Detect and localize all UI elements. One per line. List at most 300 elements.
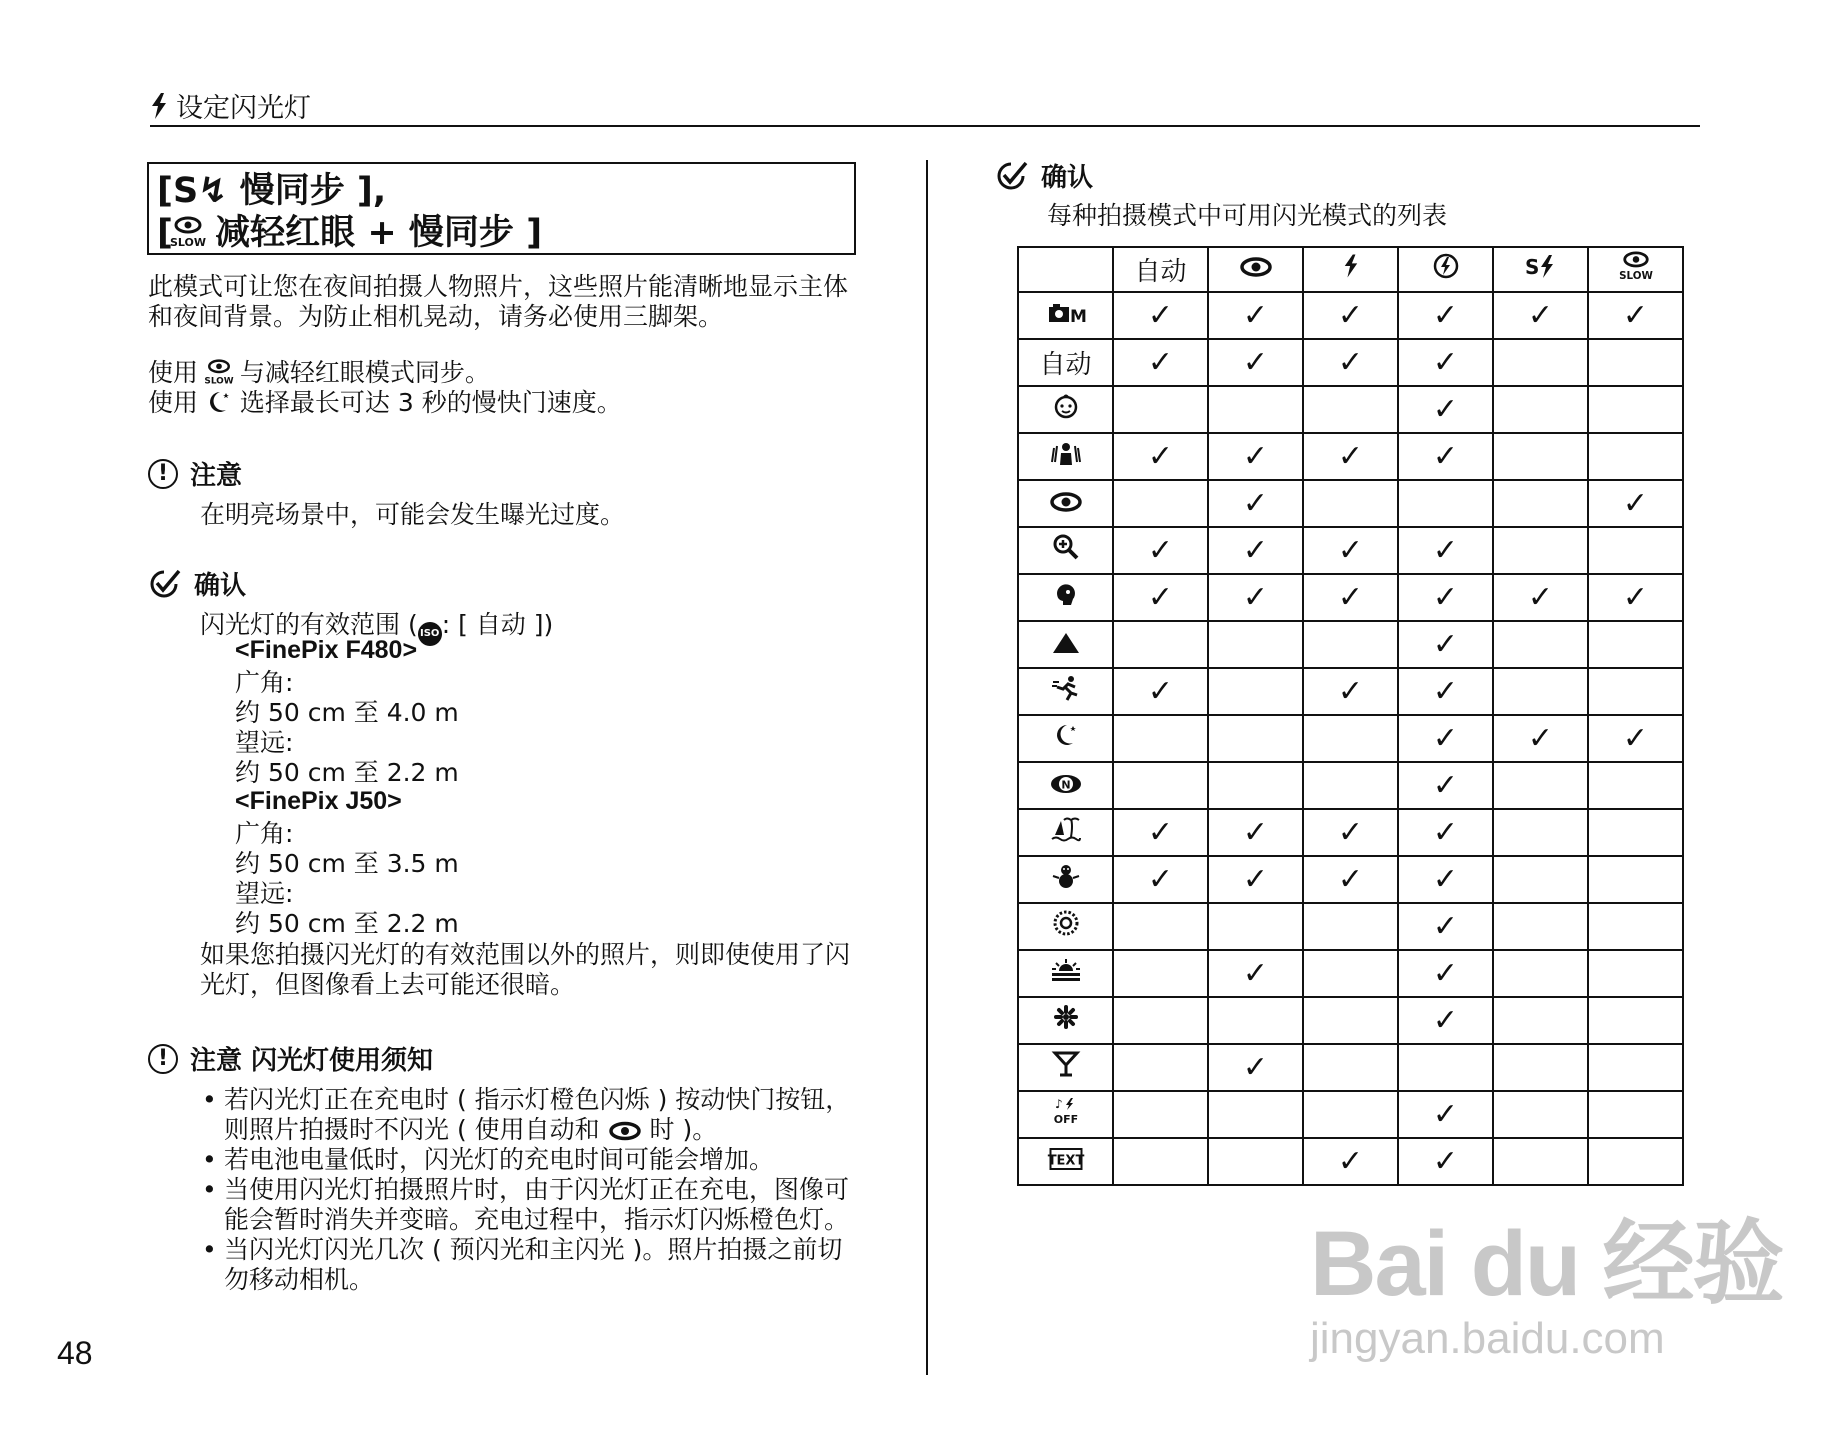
check-cell xyxy=(1113,809,1208,856)
check-cell xyxy=(1493,292,1588,339)
flash-mode-table xyxy=(1017,246,1684,1186)
check-mark: ✓ xyxy=(1337,674,1364,709)
eye-icon xyxy=(608,1121,642,1141)
caution-heading xyxy=(148,455,242,492)
table-row xyxy=(1018,715,1683,762)
check-note-icon xyxy=(995,161,1029,191)
empty-cell xyxy=(1208,1138,1303,1185)
empty-cell xyxy=(1588,1044,1683,1091)
check-cell xyxy=(1398,386,1493,433)
check-cell xyxy=(1303,433,1398,480)
check-mark: ✓ xyxy=(1242,815,1269,850)
check-cell xyxy=(1113,856,1208,903)
check-cell xyxy=(1398,856,1493,903)
redeye-slow-icon xyxy=(169,216,207,249)
check-mark: ✓ xyxy=(1527,721,1554,756)
caution-label: 注意 xyxy=(190,461,243,491)
empty-cell xyxy=(1208,762,1303,809)
empty-cell xyxy=(1208,621,1303,668)
list-item: • 当使用闪光灯拍摄照片时，由于闪光灯正在充电，图像可能会暂时消失并变暗。充电过程中，指示灯闪烁橙色灯。 xyxy=(224,1175,862,1235)
empty-cell xyxy=(1113,480,1208,527)
mode-cell xyxy=(1018,903,1113,950)
table-row xyxy=(1018,1044,1683,1091)
model-j50: <FinePix J50> xyxy=(235,787,402,815)
empty-cell xyxy=(1208,386,1303,433)
svg-text:SLOW: SLOW xyxy=(169,236,207,249)
check-mark: ✓ xyxy=(1147,533,1174,568)
mode-cell xyxy=(1018,574,1113,621)
empty-cell xyxy=(1588,668,1683,715)
caution2-label: 注意 闪光灯使用须知 xyxy=(190,1046,434,1076)
party-icon xyxy=(1052,1050,1080,1078)
check-cell xyxy=(1303,292,1398,339)
check-mark: ✓ xyxy=(1432,1144,1459,1179)
empty-cell xyxy=(1588,1091,1683,1138)
column-divider xyxy=(926,160,928,1375)
empty-cell xyxy=(1113,950,1208,997)
table-row xyxy=(1018,480,1683,527)
header-auto: 自动 xyxy=(1113,247,1208,292)
table-row xyxy=(1018,292,1683,339)
mode-cell xyxy=(1018,997,1113,1044)
sport-icon xyxy=(1051,675,1081,701)
fireworks-icon xyxy=(1052,909,1080,937)
check-cell xyxy=(1303,856,1398,903)
check-cell xyxy=(1588,574,1683,621)
empty-cell xyxy=(1303,1044,1398,1091)
table-row xyxy=(1018,856,1683,903)
portrait-icon xyxy=(1053,581,1079,607)
check-cell xyxy=(1398,574,1493,621)
empty-cell xyxy=(1493,339,1588,386)
check-mark: ✓ xyxy=(1622,580,1649,615)
check-cell xyxy=(1303,527,1398,574)
table-subtitle: 每种拍摄模式中可用闪光模式的列表 xyxy=(1047,201,1448,230)
mode-cell xyxy=(1018,621,1113,668)
check-cell xyxy=(1113,574,1208,621)
sunset-icon xyxy=(1050,957,1082,983)
caution-icon: ! xyxy=(148,1044,178,1074)
check-mark: ✓ xyxy=(1622,298,1649,333)
check-mark: ✓ xyxy=(1242,345,1269,380)
check-mark: ✓ xyxy=(1622,721,1649,756)
check-mark: ✓ xyxy=(1337,533,1364,568)
check-cell xyxy=(1398,762,1493,809)
check-cell xyxy=(1398,1091,1493,1138)
redeye-slow-icon xyxy=(206,359,232,385)
header-flash-off-icon xyxy=(1398,247,1493,292)
section-title-line1: [S↯ 慢同步 ], xyxy=(157,171,387,211)
empty-cell xyxy=(1493,856,1588,903)
empty-cell xyxy=(1588,950,1683,997)
empty-cell xyxy=(1113,1091,1208,1138)
table-row xyxy=(1018,339,1683,386)
check-mark: ✓ xyxy=(1242,862,1269,897)
caution-icon: ! xyxy=(148,459,178,489)
m2-tele-value: 约 50 cm 至 2.2 m xyxy=(235,909,459,938)
check-cell xyxy=(1113,433,1208,480)
empty-cell xyxy=(1493,433,1588,480)
empty-cell xyxy=(1303,762,1398,809)
table-row xyxy=(1018,527,1683,574)
check-cell xyxy=(1398,621,1493,668)
header-redeye-slow-icon xyxy=(1588,247,1683,292)
mode-cell xyxy=(1018,668,1113,715)
caution2-list xyxy=(200,1085,862,1295)
empty-cell xyxy=(1588,1138,1683,1185)
check-cell xyxy=(1398,950,1493,997)
header-corner-cell xyxy=(1018,247,1113,292)
empty-cell xyxy=(1208,903,1303,950)
eye-icon xyxy=(1049,491,1083,513)
title-text: 减轻红眼 + 慢同步 ] xyxy=(203,213,543,253)
mode-cell xyxy=(1018,715,1113,762)
check-mark: ✓ xyxy=(1147,862,1174,897)
svg-text:S: S xyxy=(1524,255,1539,279)
mode-cell xyxy=(1018,386,1113,433)
empty-cell xyxy=(1493,621,1588,668)
mode-cell xyxy=(1018,762,1113,809)
mode-cell xyxy=(1018,480,1113,527)
check-mark: ✓ xyxy=(1432,533,1459,568)
slow-sync-icon xyxy=(1525,254,1557,278)
empty-cell xyxy=(1588,762,1683,809)
mode-cell xyxy=(1018,809,1113,856)
iso-icon: ISO xyxy=(418,622,442,646)
check-mark: ✓ xyxy=(1432,956,1459,991)
check-mark: ✓ xyxy=(1432,439,1459,474)
check-cell xyxy=(1208,950,1303,997)
m2-wide-label: 广角: xyxy=(235,819,294,848)
bracket: [ xyxy=(157,213,173,253)
check-mark: ✓ xyxy=(1147,439,1174,474)
empty-cell xyxy=(1588,903,1683,950)
natural-light-icon xyxy=(1049,773,1083,795)
empty-cell xyxy=(1493,1044,1588,1091)
svg-text:SLOW: SLOW xyxy=(204,376,234,387)
snow-icon xyxy=(1051,862,1081,890)
check-cell xyxy=(1493,574,1588,621)
table-row xyxy=(1018,574,1683,621)
m1-tele-label: 望远: xyxy=(235,728,294,757)
table-row xyxy=(1018,668,1683,715)
intro-sync-text: 与减轻红眼模式同步。 xyxy=(239,358,490,387)
empty-cell xyxy=(1493,903,1588,950)
check-mark: ✓ xyxy=(1432,815,1459,850)
empty-cell xyxy=(1208,668,1303,715)
check2-heading xyxy=(995,157,1093,194)
empty-cell xyxy=(1493,762,1588,809)
beach-icon xyxy=(1051,815,1081,843)
m1-tele-value: 约 50 cm 至 2.2 m xyxy=(235,758,459,787)
page-number: 48 xyxy=(57,1335,93,1371)
check-mark: ✓ xyxy=(1337,815,1364,850)
check-cell xyxy=(1303,668,1398,715)
empty-cell xyxy=(1208,1091,1303,1138)
empty-cell xyxy=(1588,339,1683,386)
mode-cell xyxy=(1018,1044,1113,1091)
header-rule xyxy=(150,125,1700,127)
check-mark: ✓ xyxy=(1432,1097,1459,1132)
check-cell xyxy=(1208,339,1303,386)
empty-cell xyxy=(1208,715,1303,762)
check-mark: ✓ xyxy=(1337,862,1364,897)
check-mark: ✓ xyxy=(1527,298,1554,333)
empty-cell xyxy=(1303,1091,1398,1138)
flower-icon xyxy=(1053,1004,1079,1030)
check-cell xyxy=(1588,480,1683,527)
check-cell xyxy=(1113,339,1208,386)
check-mark: ✓ xyxy=(1242,298,1269,333)
check-mark: ✓ xyxy=(1337,439,1364,474)
check-mark: ✓ xyxy=(1242,1050,1269,1085)
eye-icon xyxy=(1239,256,1273,278)
check-mark: ✓ xyxy=(1432,674,1459,709)
check-mark: ✓ xyxy=(1242,439,1269,474)
check-mark: ✓ xyxy=(1527,580,1554,615)
table-row xyxy=(1018,762,1683,809)
bullet1-text: 若闪光灯正在充电时 ( 指示灯橙色闪烁 ) 按动快门按钮，则照片拍摄时不闪光 ( 使用自动和 xyxy=(224,1085,851,1144)
mode-cell xyxy=(1018,950,1113,997)
m1-wide-value: 约 50 cm 至 4.0 m xyxy=(235,698,459,727)
check-cell xyxy=(1208,809,1303,856)
check-cell xyxy=(1588,292,1683,339)
check-mark: ✓ xyxy=(1242,956,1269,991)
empty-cell xyxy=(1588,621,1683,668)
check-mark: ✓ xyxy=(1337,1144,1364,1179)
check-mark: ✓ xyxy=(1242,533,1269,568)
caution-text: 在明亮场景中，可能会发生曝光过度。 xyxy=(200,500,626,529)
table-row xyxy=(1018,621,1683,668)
check-mark: ✓ xyxy=(1337,298,1364,333)
flash-icon xyxy=(1343,254,1359,278)
check-cell xyxy=(1303,1138,1398,1185)
mode-cell xyxy=(1018,292,1113,339)
empty-cell xyxy=(1303,386,1398,433)
svg-text:OFF: OFF xyxy=(1053,1112,1078,1126)
empty-cell xyxy=(1493,809,1588,856)
empty-cell xyxy=(1588,997,1683,1044)
check-cell xyxy=(1493,715,1588,762)
check-cell xyxy=(1398,715,1493,762)
night-icon xyxy=(206,389,232,415)
empty-cell xyxy=(1113,762,1208,809)
empty-cell xyxy=(1303,950,1398,997)
table-row xyxy=(1018,809,1683,856)
intro-slow-text: 选择最长可达 3 秒的慢快门速度。 xyxy=(239,388,622,417)
empty-cell xyxy=(1113,1138,1208,1185)
empty-cell xyxy=(1113,997,1208,1044)
empty-cell xyxy=(1493,668,1588,715)
check-mark: ✓ xyxy=(1432,627,1459,662)
range-outro: 如果您拍摄闪光灯的有效范围以外的照片，则即使使用了闪光灯，但图像看上去可能还很暗。 xyxy=(200,940,851,999)
m2-tele-label: 望远: xyxy=(235,879,294,908)
night-icon xyxy=(1053,722,1079,748)
check-cell xyxy=(1208,292,1303,339)
intro-use: 使用 xyxy=(148,358,199,387)
empty-cell xyxy=(1303,621,1398,668)
redeye-slow-icon xyxy=(1618,251,1653,283)
header-eye-icon xyxy=(1208,247,1303,292)
empty-cell xyxy=(1493,1091,1588,1138)
m1-wide-label: 广角: xyxy=(235,668,294,697)
check-cell xyxy=(1208,527,1303,574)
empty-cell xyxy=(1493,386,1588,433)
check-mark: ✓ xyxy=(1432,345,1459,380)
check-cell xyxy=(1113,668,1208,715)
flash-icon xyxy=(150,93,168,119)
intro-line2 xyxy=(148,358,858,388)
range-intro-auto: : [ 自动 ]) xyxy=(441,610,554,639)
list-item: • 当闪光灯闪光几次 ( 预闪光和主闪光 )。照片拍摄之前切勿移动相机。 xyxy=(224,1235,862,1295)
check-cell xyxy=(1398,668,1493,715)
mode-cell xyxy=(1018,1091,1113,1138)
check-mark: ✓ xyxy=(1432,580,1459,615)
check-cell xyxy=(1113,527,1208,574)
empty-cell xyxy=(1113,386,1208,433)
check-mark: ✓ xyxy=(1432,392,1459,427)
m2-wide-value: 约 50 cm 至 3.5 m xyxy=(235,849,459,878)
mode-cell xyxy=(1018,433,1113,480)
empty-cell xyxy=(1588,809,1683,856)
check-cell xyxy=(1398,433,1493,480)
flash-off-icon xyxy=(1433,253,1459,279)
table-row xyxy=(1018,1091,1683,1138)
empty-cell xyxy=(1113,1044,1208,1091)
range-intro-text: 闪光灯的有效范围 ( xyxy=(200,610,418,639)
empty-cell xyxy=(1398,1044,1493,1091)
intro-use: 使用 xyxy=(148,388,199,417)
baby-face-icon xyxy=(1053,393,1079,419)
list-item: • 若电池电量低时，闪光灯的充电时间可能会增加。 xyxy=(224,1145,862,1175)
empty-cell xyxy=(1113,903,1208,950)
empty-cell xyxy=(1588,527,1683,574)
empty-cell xyxy=(1113,621,1208,668)
check-mark: ✓ xyxy=(1432,768,1459,803)
header-title: 设定闪光灯 xyxy=(176,93,311,124)
check-cell xyxy=(1398,809,1493,856)
check-mark: ✓ xyxy=(1432,862,1459,897)
check-mark: ✓ xyxy=(1147,298,1174,333)
model-f480: <FinePix F480> xyxy=(235,636,418,664)
check-cell xyxy=(1303,574,1398,621)
check-mark: ✓ xyxy=(1432,298,1459,333)
check-mark: ✓ xyxy=(1432,909,1459,944)
check-mark: ✓ xyxy=(1432,721,1459,756)
bullet1-suffix: 时 )。 xyxy=(641,1115,718,1144)
check-cell xyxy=(1208,574,1303,621)
header-slow-sync-icon xyxy=(1493,247,1588,292)
check2-label: 确认 xyxy=(1041,163,1094,193)
list-item xyxy=(224,1085,862,1145)
table-row xyxy=(1018,386,1683,433)
check-mark: ✓ xyxy=(1147,580,1174,615)
empty-cell xyxy=(1493,527,1588,574)
baidu-watermark xyxy=(1310,1190,1783,1364)
check-cell xyxy=(1398,997,1493,1044)
check-mark: ✓ xyxy=(1622,486,1649,521)
empty-cell xyxy=(1493,1138,1588,1185)
table-row xyxy=(1018,433,1683,480)
mode-cell xyxy=(1018,1138,1113,1185)
watermark-url: jingyan.baidu.com xyxy=(1310,1314,1665,1363)
check-cell xyxy=(1208,433,1303,480)
check-mark: ✓ xyxy=(1337,345,1364,380)
svg-text:N: N xyxy=(1060,778,1071,792)
anti-blur-icon xyxy=(1049,440,1083,466)
check-label: 确认 xyxy=(194,571,247,601)
check-cell xyxy=(1398,339,1493,386)
check-cell xyxy=(1398,527,1493,574)
empty-cell xyxy=(1588,433,1683,480)
section-title-line2 xyxy=(157,212,846,254)
check-cell xyxy=(1303,339,1398,386)
mode-cell xyxy=(1018,856,1113,903)
svg-text:TEXT: TEXT xyxy=(1047,1153,1084,1169)
check-cell xyxy=(1303,809,1398,856)
section-title-box xyxy=(147,162,856,255)
table-row xyxy=(1018,997,1683,1044)
empty-cell xyxy=(1303,480,1398,527)
table-row xyxy=(1018,950,1683,997)
check-mark: ✓ xyxy=(1242,486,1269,521)
check-cell xyxy=(1588,715,1683,762)
empty-cell xyxy=(1493,950,1588,997)
empty-cell xyxy=(1493,480,1588,527)
intro-paragraph: 此模式可让您在夜间拍摄人物照片，这些照片能清晰地显示主体和夜间背景。为防止相机晃动，请务必使用三脚架。 xyxy=(148,272,849,331)
caution2-heading xyxy=(148,1040,433,1077)
check-mark: ✓ xyxy=(1147,674,1174,709)
empty-cell xyxy=(1113,715,1208,762)
header-flash-icon xyxy=(1303,247,1398,292)
watermark-brand: Bai du 经验 xyxy=(1310,1213,1783,1315)
empty-cell xyxy=(1303,997,1398,1044)
table-header-row xyxy=(1018,247,1683,292)
mountain-icon xyxy=(1051,630,1081,654)
svg-text:♪: ♪ xyxy=(1054,1096,1063,1111)
empty-cell xyxy=(1493,997,1588,1044)
check-heading xyxy=(148,565,246,602)
check-cell xyxy=(1398,292,1493,339)
check-mark: ✓ xyxy=(1147,815,1174,850)
check-mark: ✓ xyxy=(1242,580,1269,615)
check-cell xyxy=(1398,903,1493,950)
empty-cell xyxy=(1588,856,1683,903)
check-cell xyxy=(1208,856,1303,903)
empty-cell xyxy=(1208,997,1303,1044)
empty-cell xyxy=(1588,386,1683,433)
table-row xyxy=(1018,1138,1683,1185)
check-mark: ✓ xyxy=(1432,1003,1459,1038)
mode-cell xyxy=(1018,527,1113,574)
check-cell xyxy=(1208,480,1303,527)
empty-cell xyxy=(1303,903,1398,950)
check-mark: ✓ xyxy=(1147,345,1174,380)
zoom-icon xyxy=(1052,533,1080,561)
table-row xyxy=(1018,903,1683,950)
check-cell xyxy=(1113,292,1208,339)
mode-label-cell: 自动 xyxy=(1018,339,1113,386)
text-icon xyxy=(1049,1147,1083,1171)
check-cell xyxy=(1398,1138,1493,1185)
museum-icon xyxy=(1051,1097,1081,1125)
check-note-icon xyxy=(148,569,182,599)
empty-cell xyxy=(1398,480,1493,527)
check-mark: ✓ xyxy=(1337,580,1364,615)
svg-text:SLOW: SLOW xyxy=(1618,270,1653,283)
empty-cell xyxy=(1303,715,1398,762)
intro-line3 xyxy=(148,388,858,418)
